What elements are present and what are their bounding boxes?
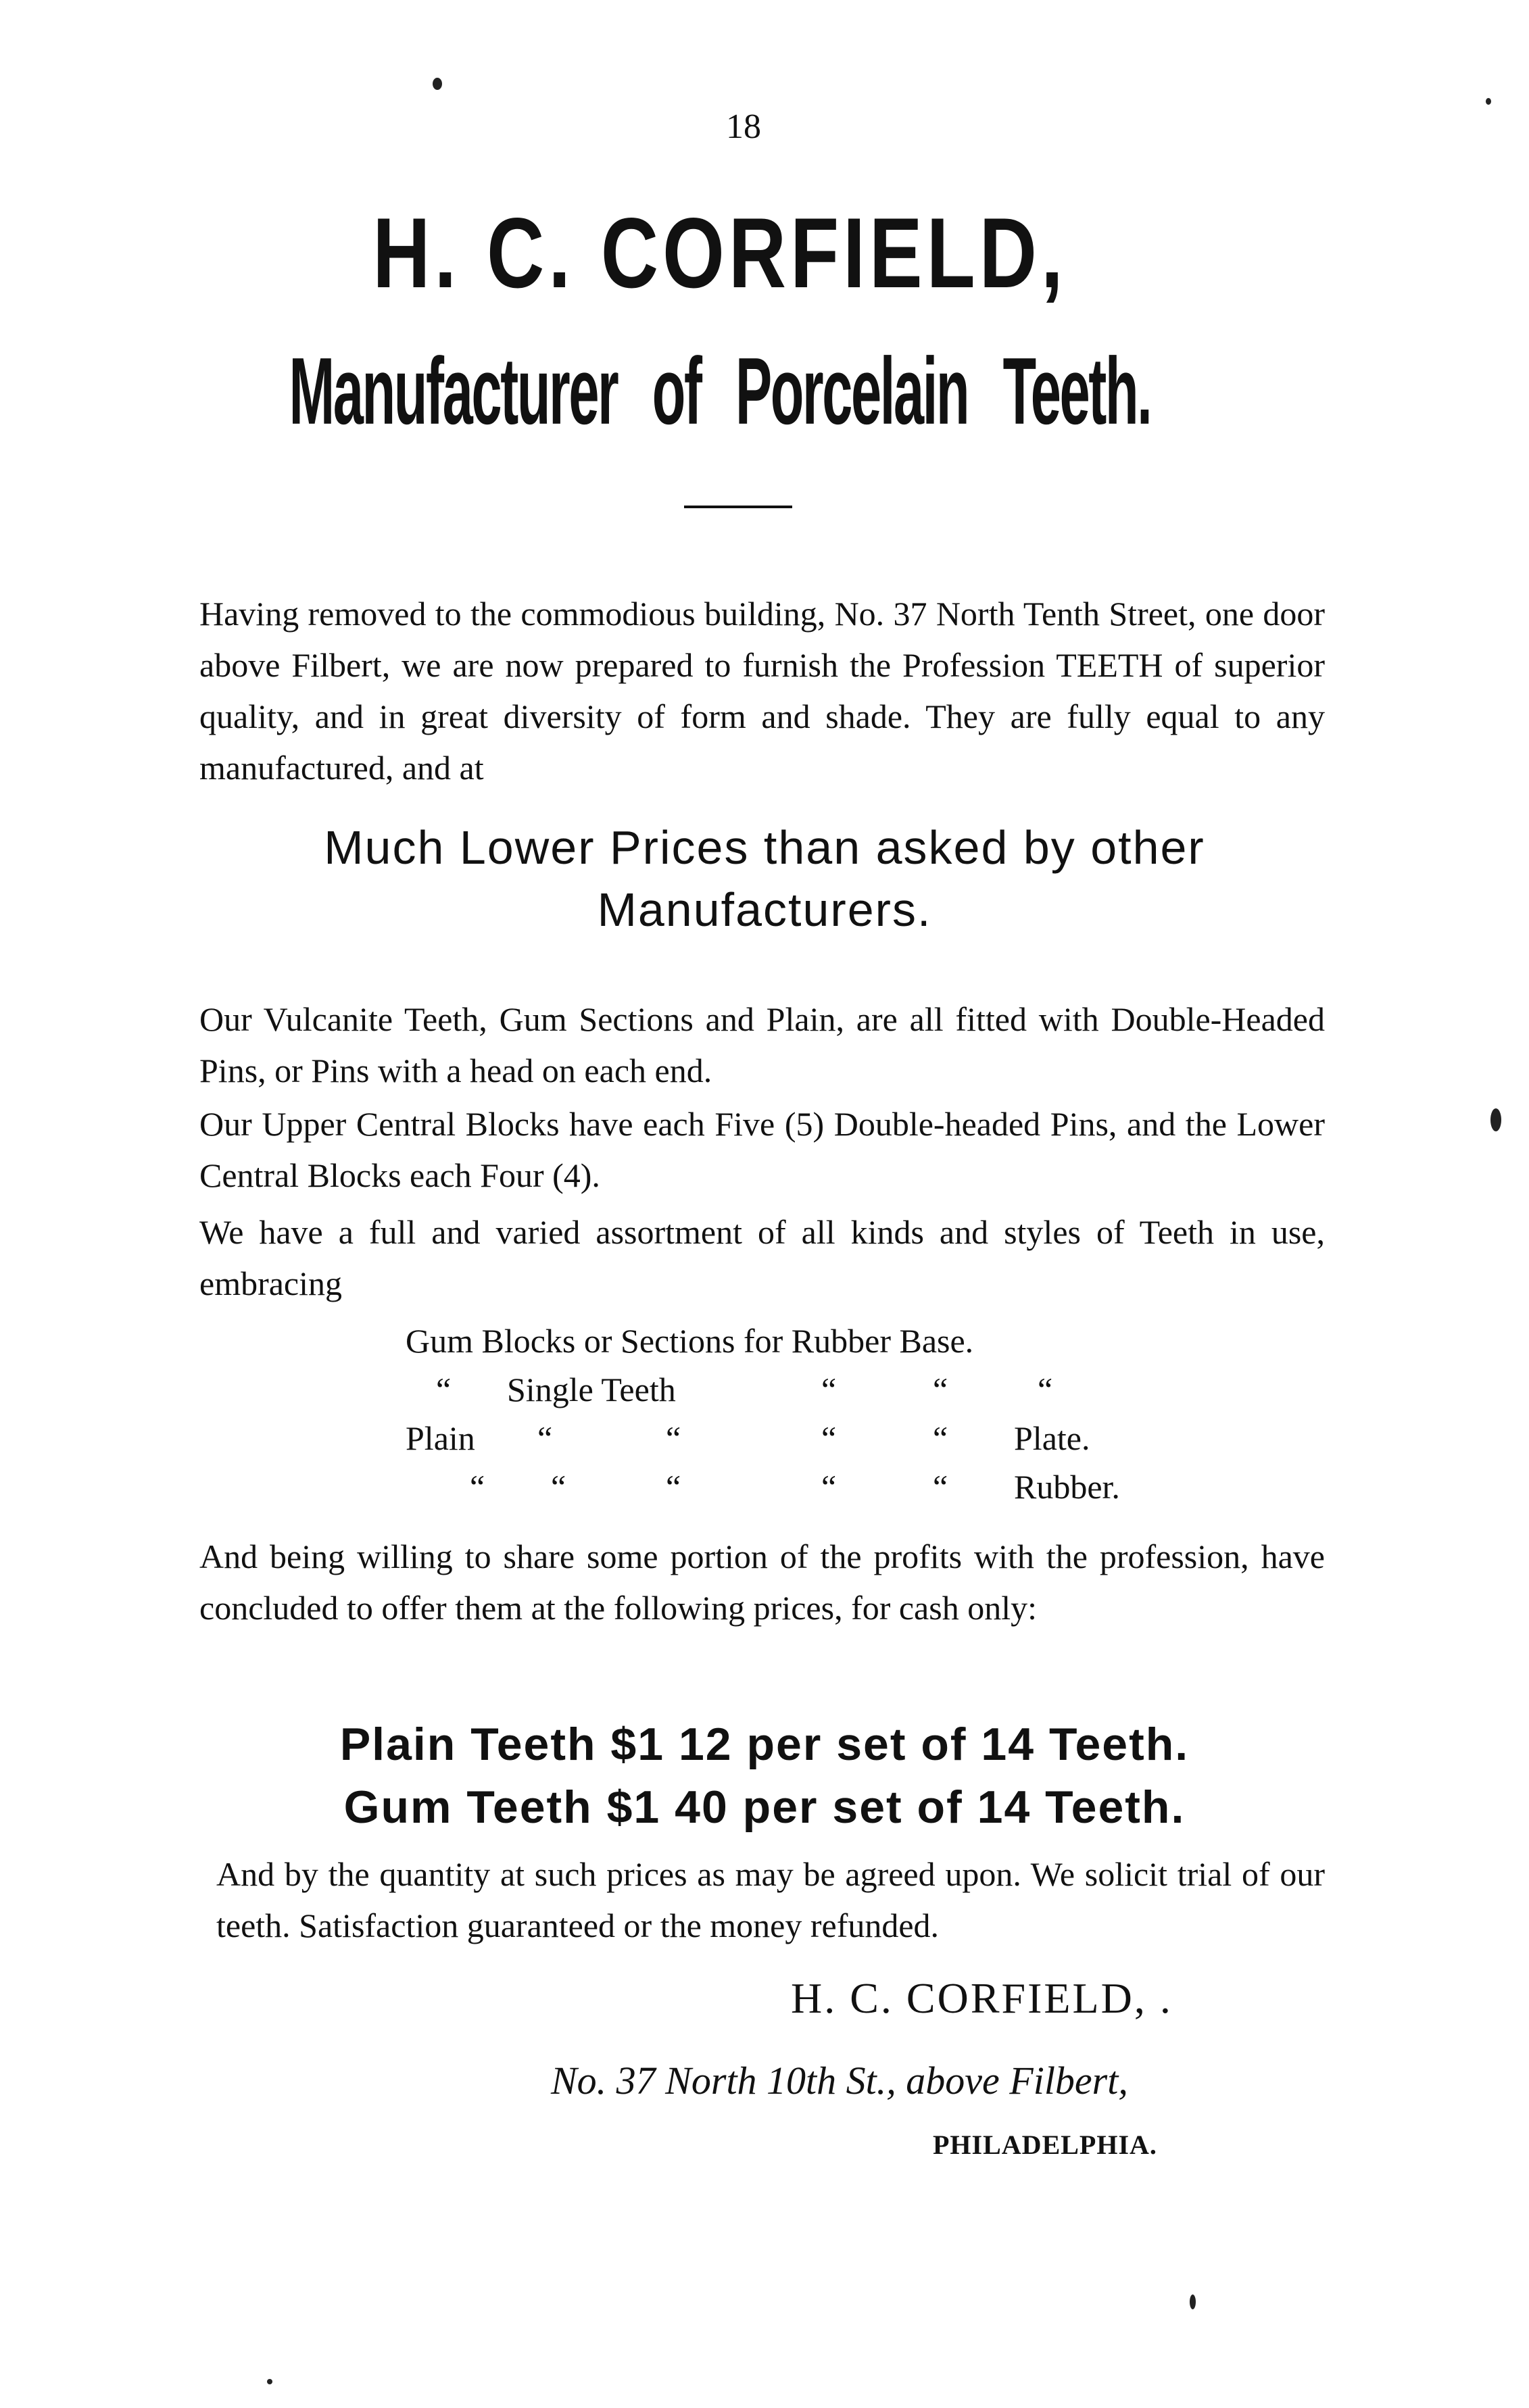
ditto-mark: “ bbox=[821, 1371, 837, 1408]
blocks-paragraph bbox=[166, 1098, 1325, 1201]
gum-teeth-price: Gum Teeth $1 40 per set of 14 Teeth. bbox=[343, 1782, 1186, 1833]
ditto-mark: “ bbox=[551, 1468, 566, 1506]
ink-speck bbox=[1490, 1108, 1501, 1131]
ditto-mark: “ bbox=[470, 1468, 485, 1506]
plain-teeth-price: Plain Teeth $1 12 per set of 14 Teeth. bbox=[339, 1719, 1190, 1770]
assortment-row bbox=[406, 1419, 1217, 1467]
ditto-mark: “ bbox=[436, 1371, 452, 1408]
paragraph-text: And being willing to share some portion of the profits with the profession, have concluded to offer them at the following prices, for cash only: bbox=[199, 1538, 1325, 1627]
assortment-row bbox=[406, 1467, 1217, 1516]
ditto-mark: “ bbox=[821, 1419, 837, 1457]
paragraph-text: Our Vulcanite Teeth, Gum Sections and Plain, are all fitted with Double-Headed Pins, or Pins with a head on each end. bbox=[199, 1000, 1325, 1089]
ditto-mark: “ bbox=[821, 1468, 837, 1506]
assortment-cell: Single Teeth bbox=[507, 1371, 676, 1408]
assortment-cell: Gum Blocks or Sections for Rubber Base. bbox=[406, 1322, 974, 1360]
signature-city: PHILADELPHIA. bbox=[933, 2130, 1157, 2160]
intro-text: Having removed to the commodious building, No. 37 North Tenth Street, one door above Filbert, we are now prepared to furnish the Profession TEETH of superior quality, and in great diversity of form and shade. They are fully equal to any manufactured, and at bbox=[199, 595, 1325, 787]
paragraph-text: Our Upper Central Blocks have each Five (5) Double-headed Pins, and the Lower Central Blocks each Four (4). bbox=[199, 1105, 1325, 1194]
ditto-mark: “ bbox=[933, 1468, 948, 1506]
company-name-heading: H. C. CORFIELD, bbox=[372, 197, 1067, 310]
ink-speck bbox=[433, 78, 442, 90]
ditto-mark: “ bbox=[666, 1419, 681, 1457]
assortment-cell: Rubber. bbox=[1014, 1468, 1120, 1506]
offer-paragraph bbox=[166, 1531, 1325, 1633]
ditto-mark: “ bbox=[666, 1468, 681, 1506]
headline-line-1: Much Lower Prices than asked by other bbox=[324, 821, 1205, 874]
ink-speck bbox=[1486, 98, 1491, 105]
ink-speck bbox=[267, 2379, 272, 2384]
assortment-paragraph bbox=[166, 1206, 1325, 1309]
ditto-mark: “ bbox=[1038, 1371, 1053, 1408]
divider-rule bbox=[684, 506, 792, 508]
headline-line-2: Manufacturers. bbox=[597, 883, 932, 936]
paragraph-text: We have a full and varied assortment of all kinds and styles of Teeth in use, embracing bbox=[199, 1213, 1325, 1302]
ink-speck bbox=[1190, 2294, 1196, 2309]
assortment-cell: Plain bbox=[406, 1419, 475, 1457]
assortment-cell: Plate. bbox=[1014, 1419, 1090, 1457]
closing-paragraph bbox=[183, 1848, 1325, 1951]
ditto-mark: “ bbox=[933, 1371, 948, 1408]
paragraph-text: And by the quantity at such prices as may be agreed upon. We solicit trial of our teeth. Satisfaction guaranteed or the money refunded. bbox=[216, 1855, 1325, 1944]
ditto-mark: “ bbox=[933, 1419, 948, 1457]
vulcanite-paragraph bbox=[166, 993, 1325, 1096]
signature-address: No. 37 North 10th St., above Filbert, bbox=[551, 2059, 1128, 2103]
assortment-row bbox=[406, 1321, 1217, 1370]
signature-name: H. C. CORFIELD, . bbox=[791, 1974, 1173, 2022]
intro-paragraph bbox=[166, 588, 1325, 793]
ditto-mark: “ bbox=[537, 1419, 553, 1457]
company-subtitle-heading: Manufacturer of Porcelain Teeth. bbox=[289, 339, 1151, 445]
page-number: 18 bbox=[726, 107, 761, 146]
assortment-table bbox=[406, 1321, 1217, 1516]
assortment-row bbox=[406, 1370, 1217, 1419]
